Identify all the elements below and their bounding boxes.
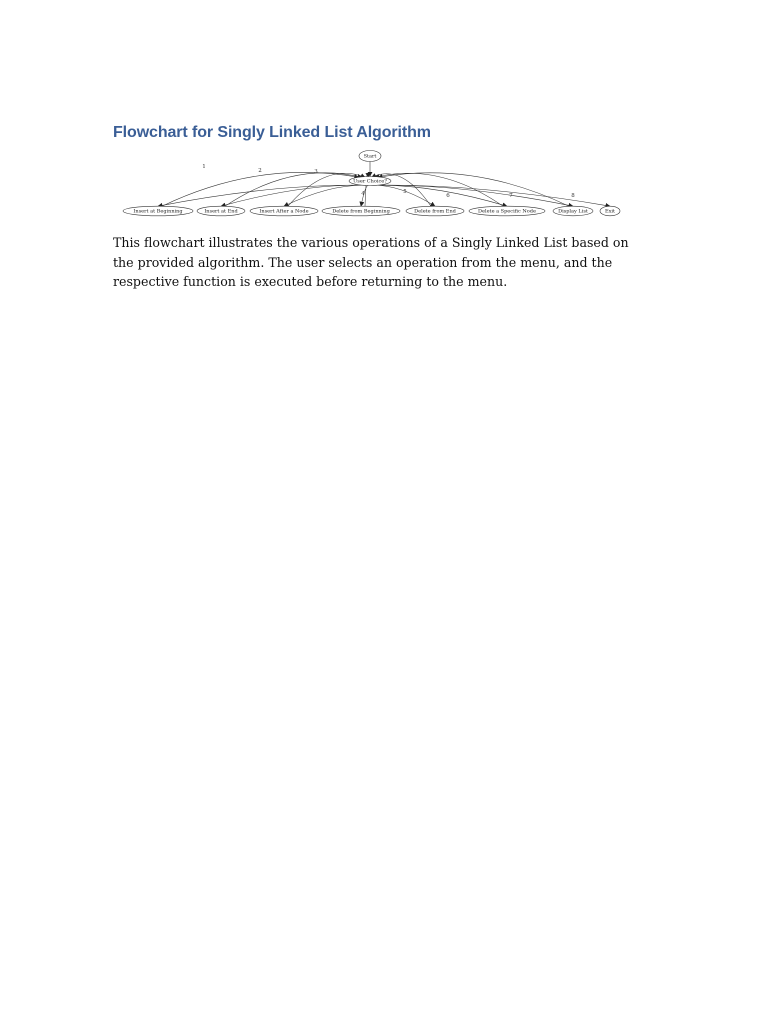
start-node	[359, 151, 381, 162]
operation-node-2-label: Insert at End	[204, 208, 238, 215]
operation-node-4-label: Delete from Beginning	[332, 208, 390, 215]
edge-to-operation-node-8	[378, 185, 610, 206]
operation-node-8	[600, 206, 620, 216]
choice-label-6: 6	[446, 193, 450, 199]
choice-label-2: 2	[258, 168, 262, 174]
choice-label-7: 7	[509, 193, 513, 199]
description-paragraph: This flowchart illustrates the various operations of a Singly Linked List based on the provided algorithm. The user selects an operation from the menu, and the respective function is executed before returning to the menu.	[113, 235, 629, 289]
operation-node-2	[197, 206, 245, 216]
edge-to-operation-node-3	[284, 185, 367, 206]
operation-node-1	[123, 206, 193, 216]
operation-node-7	[553, 206, 593, 216]
operation-node-1-label: Insert at Beginning	[133, 208, 183, 215]
operation-node-6-label: Delete a Specific Node	[478, 208, 536, 215]
edge-to-operation-node-1	[158, 185, 362, 206]
decision-node	[349, 177, 391, 186]
operation-node-5-label: Delete from End	[414, 208, 456, 215]
choice-label-3: 3	[314, 169, 318, 175]
operation-node-8-label: Exit	[604, 208, 616, 215]
document-heading: Flowchart for Singly Linked List Algorithm	[113, 124, 431, 141]
choice-label-8: 8	[571, 193, 575, 199]
choice-label-5: 5	[403, 189, 407, 195]
choice-label-4: 4	[361, 191, 365, 197]
operation-node-5	[406, 206, 464, 216]
operation-node-4	[322, 206, 400, 216]
start-node-label: Start	[363, 153, 377, 160]
choice-label-1: 1	[202, 164, 206, 170]
decision-node-label: User Choice?	[353, 178, 387, 185]
operation-node-7-label: Display List	[558, 208, 588, 215]
operation-node-6	[469, 206, 545, 216]
flowchart-svg	[118, 146, 624, 222]
operation-node-3-label: Insert After a Node	[259, 208, 309, 215]
flowchart-diagram	[118, 146, 624, 222]
operation-node-3	[250, 206, 318, 216]
